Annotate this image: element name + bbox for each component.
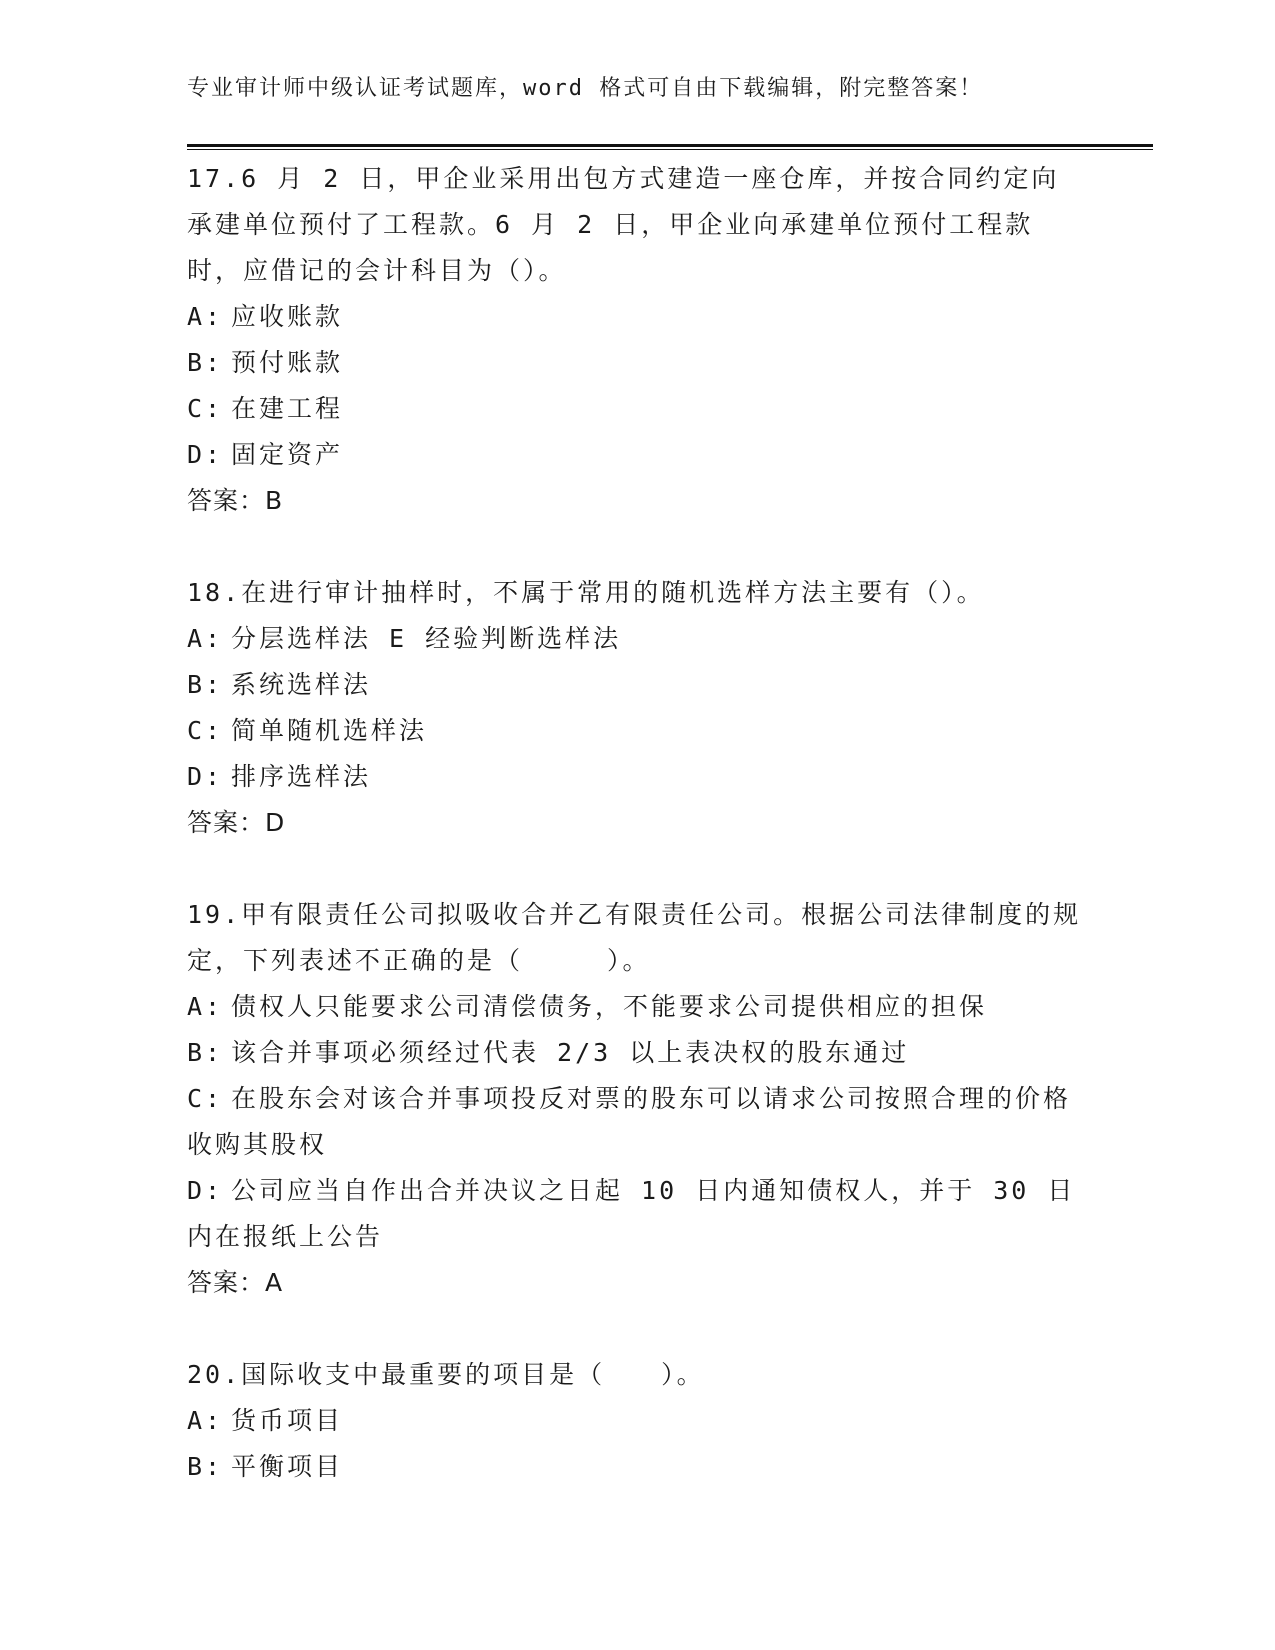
option-d (187, 754, 1087, 800)
answer-line: 答案：A (187, 1268, 284, 1297)
answer-line: 答案：B (187, 486, 284, 515)
option-letter: A: (187, 1406, 224, 1435)
option-letter: C: (187, 1084, 224, 1113)
question-spacer (187, 1306, 1087, 1352)
header-divider-thin (187, 149, 1153, 150)
option-text: 排序选样法 (231, 762, 372, 791)
option-text: 公司应当自作出合并决议之日起 10 日内通知债权人，并于 30 日内在报纸上公告 (187, 1176, 1076, 1251)
option-a (187, 616, 1087, 662)
option-text: 在股东会对该合并事项投反对票的股东可以请求公司按照合理的价格收购其股权 (187, 1084, 1072, 1159)
option-a (187, 294, 1087, 340)
option-b (187, 662, 1087, 708)
option-b (187, 1030, 1087, 1076)
option-text: 货币项目 (231, 1406, 344, 1435)
option-text: 在建工程 (231, 394, 344, 423)
question-stem: 18.在进行审计抽样时，不属于常用的随机选样方法主要有（）。 (187, 578, 985, 607)
question-spacer (187, 846, 1087, 892)
option-c (187, 386, 1087, 432)
option-text: 系统选样法 (231, 670, 372, 699)
option-letter: B: (187, 1038, 224, 1067)
option-letter: D: (187, 440, 224, 469)
option-text: 应收账款 (231, 302, 344, 331)
question-19 (187, 892, 1087, 1306)
question-stem: 17.6 月 2 日，甲企业采用出包方式建造一座仓库，并按合同约定向承建单位预付了工程款。6 月 2 日，甲企业向承建单位预付工程款时，应借记的会计科目为（）。 (187, 164, 1060, 285)
question-spacer (187, 524, 1087, 570)
option-letter: C: (187, 716, 224, 745)
question-list (187, 156, 1087, 1490)
option-letter: B: (187, 1452, 224, 1481)
option-text: 平衡项目 (231, 1452, 344, 1481)
page-header: 专业审计师中级认证考试题库，word 格式可自由下载编辑，附完整答案！ (187, 76, 984, 101)
option-b (187, 340, 1087, 386)
header-divider (187, 144, 1153, 147)
option-letter: D: (187, 1176, 224, 1205)
question-18 (187, 570, 1087, 846)
option-text: 该合并事项必须经过代表 2/3 以上表决权的股东通过 (231, 1038, 910, 1067)
option-text: 分层选样法 E 经验判断选样法 (231, 624, 622, 653)
option-d (187, 1168, 1087, 1260)
option-text: 固定资产 (231, 440, 344, 469)
option-b (187, 1444, 1087, 1490)
option-text: 债权人只能要求公司清偿债务，不能要求公司提供相应的担保 (231, 992, 988, 1021)
option-c (187, 708, 1087, 754)
option-letter: A: (187, 992, 224, 1021)
option-text: 简单随机选样法 (231, 716, 428, 745)
option-c (187, 1076, 1087, 1168)
option-letter: A: (187, 624, 224, 653)
question-20 (187, 1352, 1087, 1490)
option-letter: C: (187, 394, 224, 423)
option-text: 预付账款 (231, 348, 344, 377)
question-stem: 20.国际收支中最重要的项目是（ ）。 (187, 1360, 705, 1389)
option-letter: D: (187, 762, 224, 791)
answer-line: 答案：D (187, 808, 286, 837)
option-a (187, 1398, 1087, 1444)
option-letter: B: (187, 348, 224, 377)
option-d (187, 432, 1087, 478)
question-17 (187, 156, 1087, 524)
question-stem: 19.甲有限责任公司拟吸收合并乙有限责任公司。根据公司法律制度的规定，下列表述不正确的是（ ）。 (187, 900, 1082, 975)
option-a (187, 984, 1087, 1030)
option-letter: B: (187, 670, 224, 699)
option-letter: A: (187, 302, 224, 331)
